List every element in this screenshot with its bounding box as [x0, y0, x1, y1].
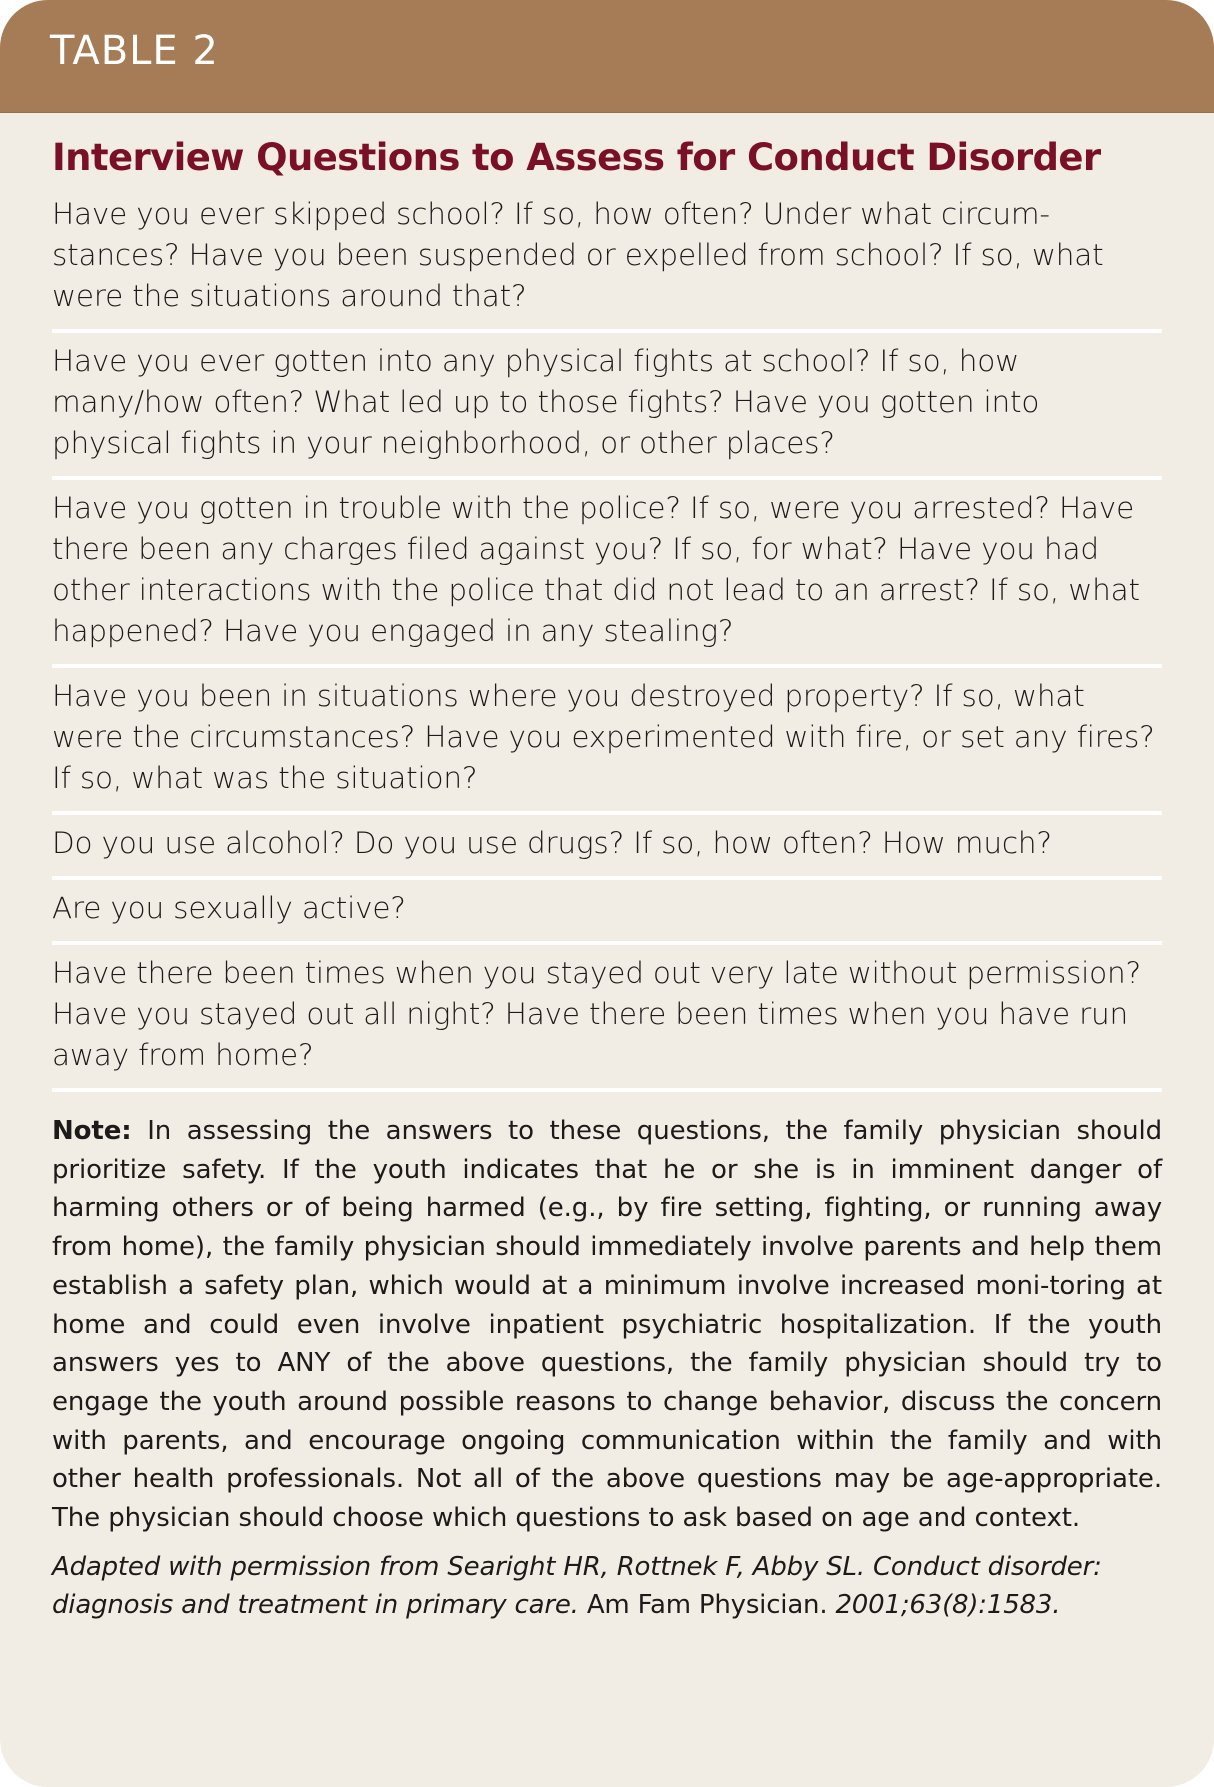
note-text: In assessing the answers to these questions, the family physician should prioritize safety. If the youth indicates that he or she is in imminent danger of harming others or of being harmed (e.g., by fire setting, fighting, or running away from home), the family physician should immediately involve parents and help them establish a safety plan, which would at a minimum involve increased moni-toring at home and could even involve inpatient psychiatric hospitalization. If the youth answers yes to ANY of the above questions, the family physician should try to engage the youth around possible reasons to change behavior, discuss the concern with parents, and encourage ongoing communication within the family and with other health professionals. Not all of the above questions may be age-appropriate. The physician should choose which questions to ask based on age and context.	[52, 1116, 1162, 1534]
table-header-band	[0, 0, 1214, 113]
table-citation	[52, 1538, 1162, 1625]
table-number-label: TABLE 2	[50, 28, 219, 74]
question-row: Have you ever gotten into any physical fights at school? If so, how many/how often? What led up to those fights? Have you gotten into physical fights in your neighborhood, or other places?	[52, 344, 1040, 460]
question-row: Have you gotten in trouble with the police? If so, were you arrested? Have there been any charges filed against you? If so, for what? Have you had other interactions with the police that did not lead to an arrest? If so, what happened? Have you engaged in any stealing?	[52, 491, 1140, 648]
table-title: Interview Questions to Assess for Conduct Disorder	[52, 136, 1101, 179]
question-row: Are you sexually active?	[52, 891, 406, 925]
question-row: Do you use alcohol? Do you use drugs? If so, how often? How much?	[52, 826, 1052, 860]
question-row: Have there been times when you stayed out very late without permission? Have you stayed out all night? Have there been times when you have run away from home?	[52, 956, 1141, 1072]
note-label: Note:	[52, 1116, 132, 1146]
question-row: Have you been in situations where you destroyed property? If so, what were the circumstances? Have you experimented with fire, or set any fires? If so, what was the situation?	[52, 679, 1155, 795]
citation-source: Adapted with permission from Searight HR, Rottnek F, Abby SL. Conduct disorder: diagnosis and treatment in primary care.	[52, 1551, 1102, 1621]
question-row: Have you ever skipped school? If so, how often? Under what circum-stances? Have you been suspended or expelled from school? If so, what were the situations around that?	[52, 197, 1104, 313]
citation-journal: Am Fam Physician.	[578, 1590, 836, 1621]
table-note	[52, 1092, 1162, 1538]
citation-volume: 2001;63(8):1583.	[835, 1590, 1061, 1621]
table-content	[52, 112, 1162, 1625]
